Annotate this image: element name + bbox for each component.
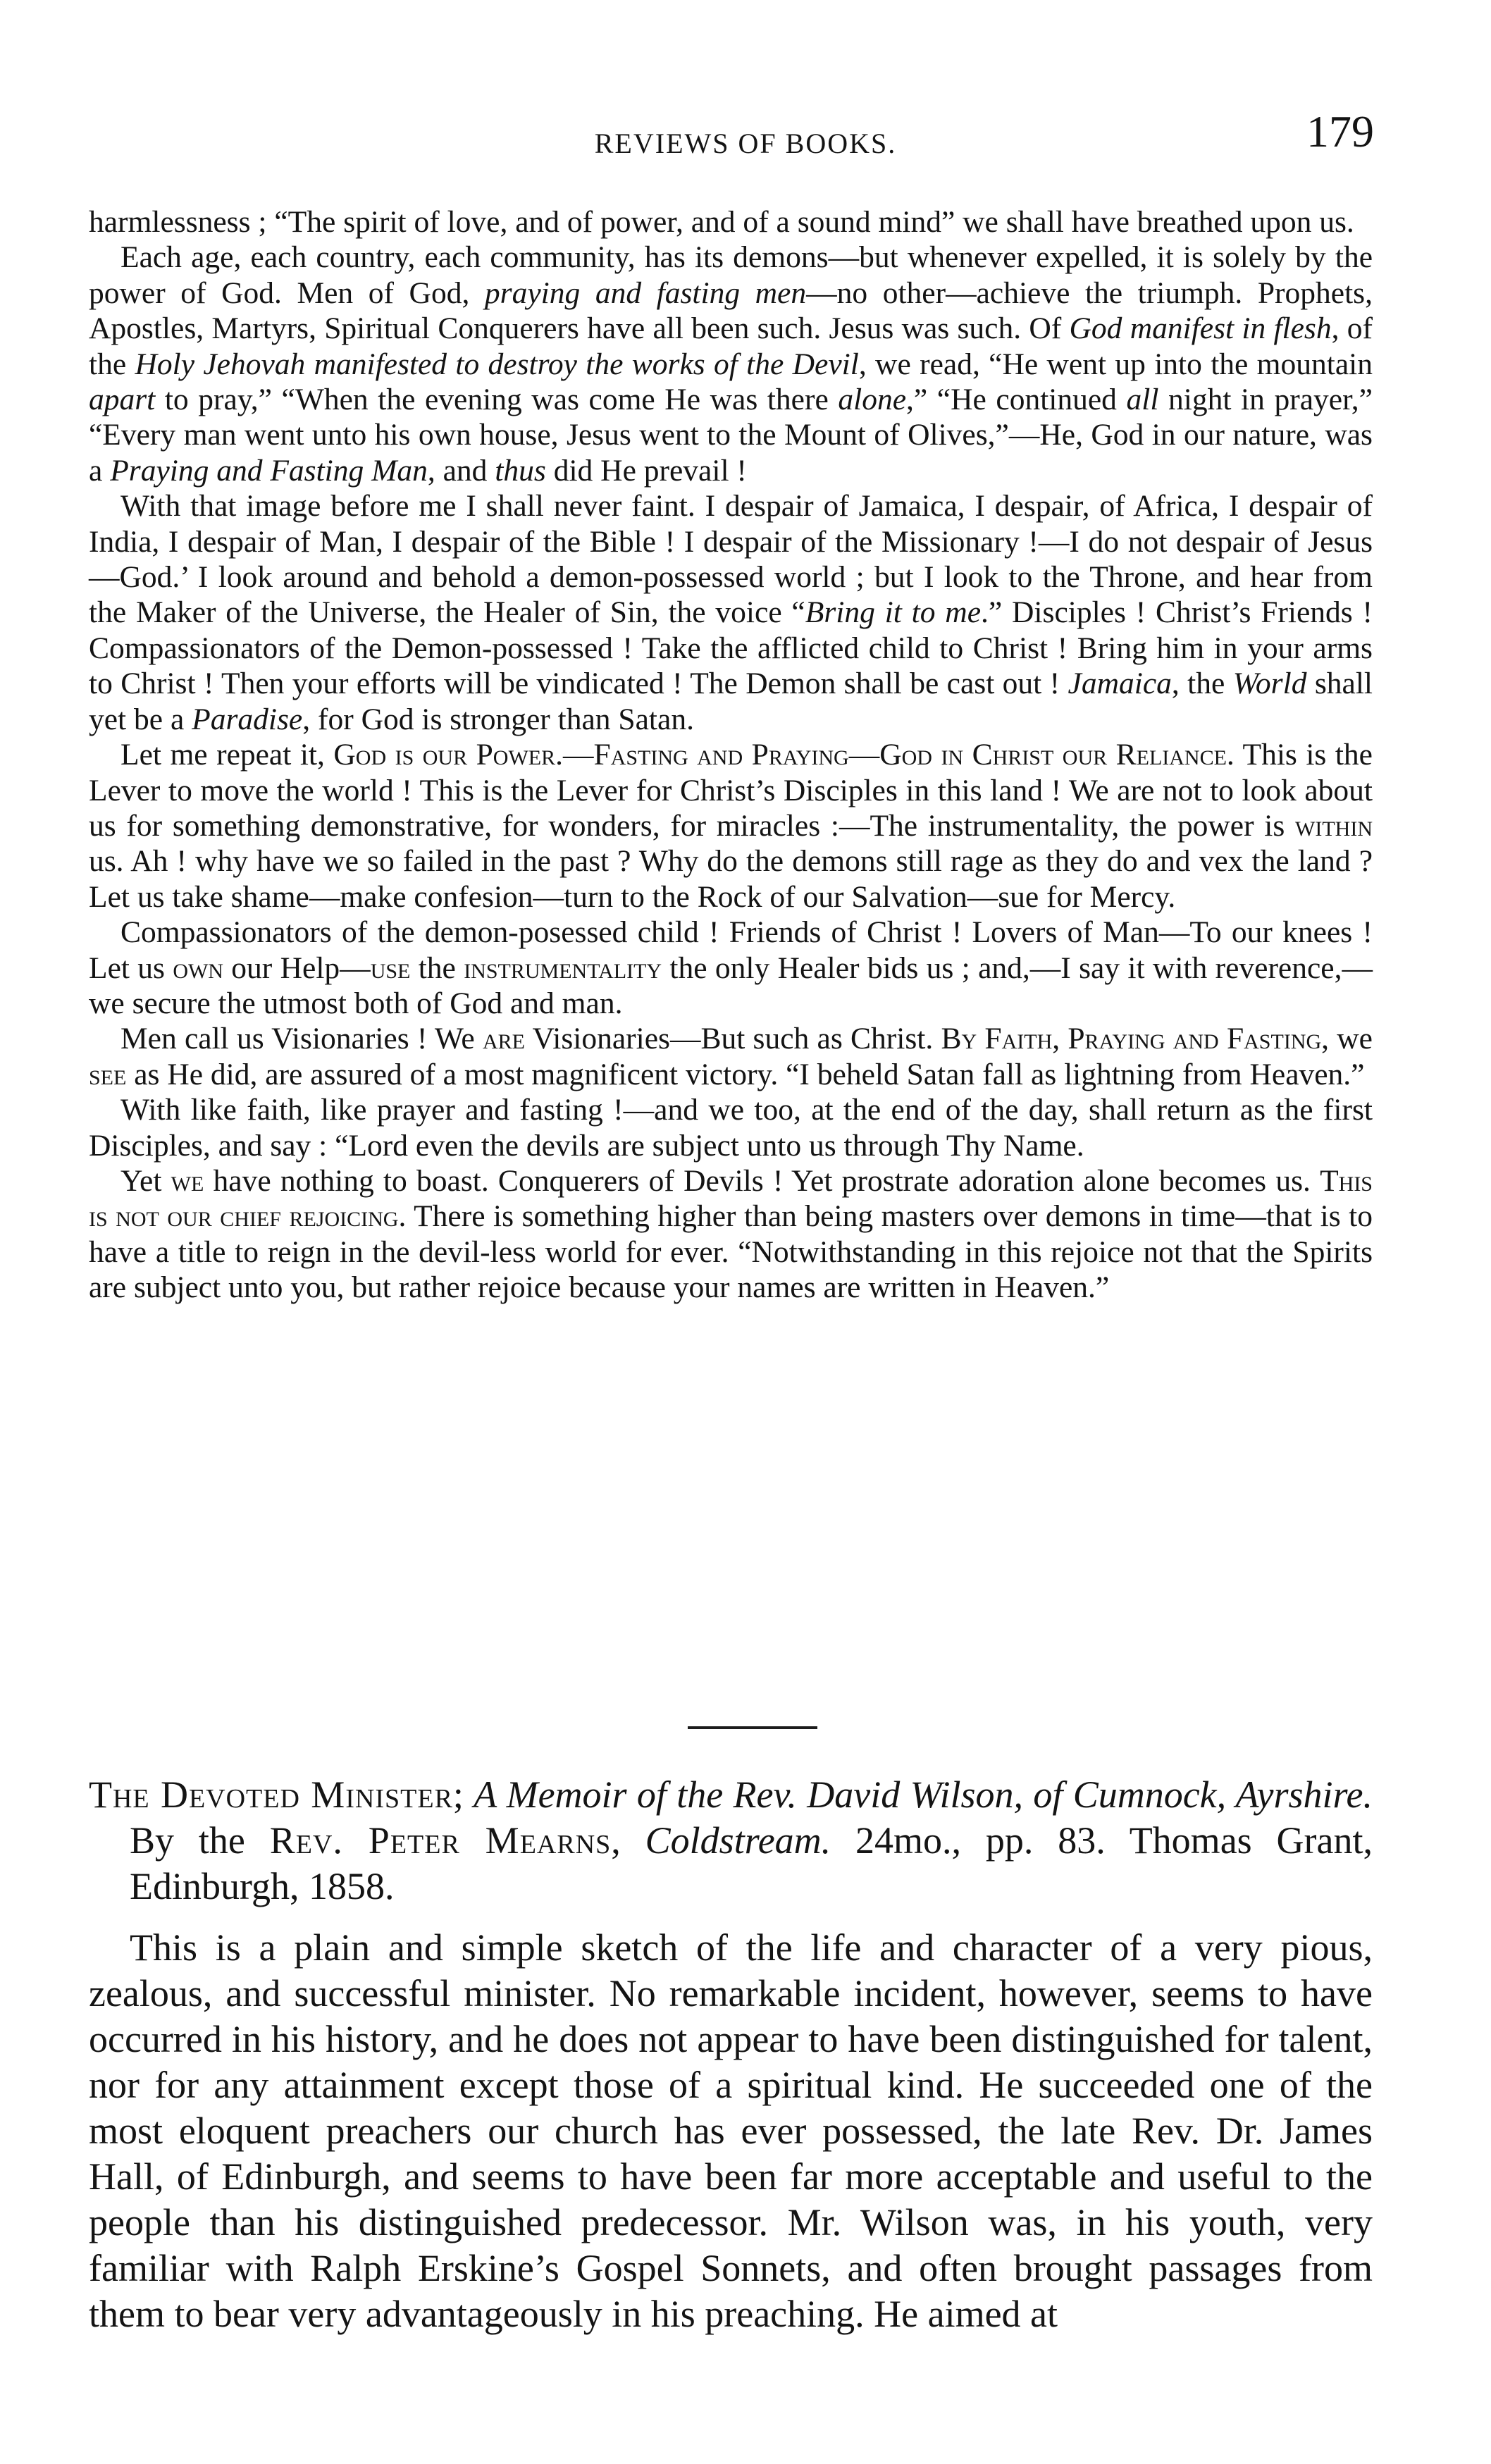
paragraph [89,737,1373,915]
paragraph [89,1092,1373,1163]
small-caps-text: own [173,951,223,985]
small-caps-text: we [171,1163,204,1198]
text-run: Each age, each country, each community, has its demons—but whenever expelled, it is solely by the power of God. Men of God, [89,240,1373,310]
text-run: us. Ah ! why have we so failed in the past ? Why do the demons still rage as they do and vex the land ? Let us take shame—make confesion—turn to the Rock of our Salvation—sue for Mercy. [89,844,1373,914]
text-run: Men call us Visionaries ! We [120,1022,483,1056]
text-run: With that image before me I shall never faint. I despair of Jamaica, I despair, of Africa, I despair of India, I despair of Man, I despair of the Bible ! I despair of the Missionary !—I do not despair of Jesus—God.’ I look around and behold a demon-possessed world ; but I look to the Throne, and hear from the Maker of the Universe, the Healer of Sin, the voice “ [89,489,1373,630]
text-run: There is something higher than being masters over demons in time—that is to have a title to reign in the devil-less world for ever. “Notwithstanding in this rejoice not that the Spirits are subject unto you, but rather rejoice because your names are written in Heaven.” [89,1199,1373,1305]
small-caps-text: see [89,1057,127,1091]
text-run: ; [452,1773,474,1816]
text-run: the only Healer bids us ; and,—I say it with reverence,—we secure the utmost both of God and man. [89,951,1373,1020]
italic-text: Jamaica [1068,667,1172,701]
text-run: This is a plain and simple sketch of the life and character of a very pious, zealous, and successful minister. No remarkable incident, however, seems to have occurred in his history, and he does not appear to have been distinguished for talent, nor for any attainment except those of a spiritual kind. He succeeded one of the most eloquent preachers our church has ever possessed, the late Rev. Dr. James Hall, of Edinburgh, and seems to have been far more acceptable and useful to the people than his distinguished predecessor. Mr. Wilson was, in his youth, very familiar with Ralph Erskine’s Gospel Sonnets, and often brought passages from them to bear very advantageously in his preaching. He aimed at [89,1926,1373,2335]
text-run: —no other—achieve the triumph. Prophets, Apostles, Martyrs, Spiritual Conquerers have all been such. Jesus was such. Of [89,276,1373,346]
text-run: Compassionators of the demon-posessed child ! Friends of Christ ! Lovers of Man—To our knees ! Let us [89,915,1373,985]
italic-text: Coldstream. [645,1819,831,1862]
text-run: shall yet be a [89,667,1373,736]
page-number: 179 [1306,106,1374,156]
text-run: .” Disciples ! Christ’s Friends ! Compassionators of the Demon-possessed ! Take the afflicted child to Christ ! Bring him in your arms to Christ ! Then your efforts will be vindicated ! The Demon shall be cast out ! [89,595,1373,701]
small-caps-text: are [482,1022,525,1056]
text-run: did He prevail ! [545,453,747,488]
book-review [89,1772,1373,2337]
paragraph [89,915,1373,1021]
text-run: This is the Lever to move the world ! This is the Lever for Christ’s Disciples in this land ! We are not to look about us for something demonstrative, for wonders, for miracles :—The instrumentality, the power is [89,738,1373,843]
text-run: as He did, are assured of a most magnificent victory. “I beheld Satan fall as lightning from Heaven.” [126,1057,1365,1091]
text-run: have nothing to boast. Conquerers of Devils ! Yet prostrate adoration alone becomes us. [204,1163,1320,1198]
text-run: By the [130,1819,270,1862]
article-continuation [89,204,1373,1306]
text-run: night in prayer,” “Every man went unto his own house, Jesus went to the Mount of Olives,”—He, God in our nature, was a [89,383,1373,488]
text-run: , [611,1819,645,1862]
paragraph [89,240,1373,488]
italic-text: alone [838,383,907,417]
text-run: our Help— [223,951,371,985]
small-caps-text: use [370,951,411,985]
review-heading [89,1772,1373,1909]
italic-text: all [1126,383,1159,417]
small-caps-text: Rev. Peter Mearns [269,1819,612,1862]
italic-text: apart [89,383,156,417]
italic-text: Holy Jehovah manifested to destroy the works of the Devil [135,347,859,381]
italic-text: praying and fasting men [484,276,807,310]
text-run: , the [1171,667,1233,701]
italic-text: A Memoir of the Rev. David Wilson, of Cumnock, Ayrshire. [474,1773,1373,1816]
italic-text: World [1232,667,1307,701]
small-caps-text: This is not our chief rejoicing. [89,1163,1373,1234]
section-divider [688,1726,817,1729]
italic-text: thus [495,453,546,488]
text-run: ,” “He continued [906,383,1127,417]
paragraph [89,488,1373,737]
text-run: Let me repeat it, [120,738,334,772]
small-caps-text: within [1295,808,1373,843]
italic-text: Bring it to me [805,595,982,630]
paragraph [89,1021,1373,1092]
small-caps-text: The Devoted Minister [89,1773,453,1816]
small-caps-text: By Faith, Praying and Fasting, [941,1022,1330,1056]
page-header [0,106,1491,159]
paragraph [89,1163,1373,1306]
small-caps-text: instrumentality [464,951,662,985]
text-run: to pray,” “When the evening was come He was there [155,383,839,417]
text-run: the [410,951,464,985]
text-run: harmlessness ; “The spirit of love, and of power, and of a sound mind” we shall have breathed upon us. [89,205,1354,239]
text-run: we [1329,1022,1373,1056]
text-run: , and [427,453,495,488]
text-run: , of the [89,311,1373,381]
small-caps-text: God is our Power.—Fasting and Praying—God in Christ our Reliance. [333,738,1235,772]
paragraph [89,204,1373,240]
italic-text: God manifest in flesh [1069,311,1332,346]
text-run: 24mo., pp. 83. Thomas Grant, Edinburgh, 1858. [130,1819,1373,1907]
italic-text: Paradise [192,702,303,736]
running-head: REVIEWS OF BOOKS. [594,128,897,159]
review-body [89,1925,1373,2337]
text-run: , we read, “He went up into the mountain [858,347,1373,381]
text-run: Yet [120,1163,171,1198]
text-run: Visionaries—But such as Christ. [524,1022,941,1056]
text-run: , for God is stronger than Satan. [302,702,694,736]
italic-text: Praying and Fasting Man [110,453,428,488]
text-run: With like faith, like prayer and fasting !—and we too, at the end of the day, shall return as the first Disciples, and say : “Lord even the devils are subject unto us through Thy Name. [89,1093,1373,1163]
